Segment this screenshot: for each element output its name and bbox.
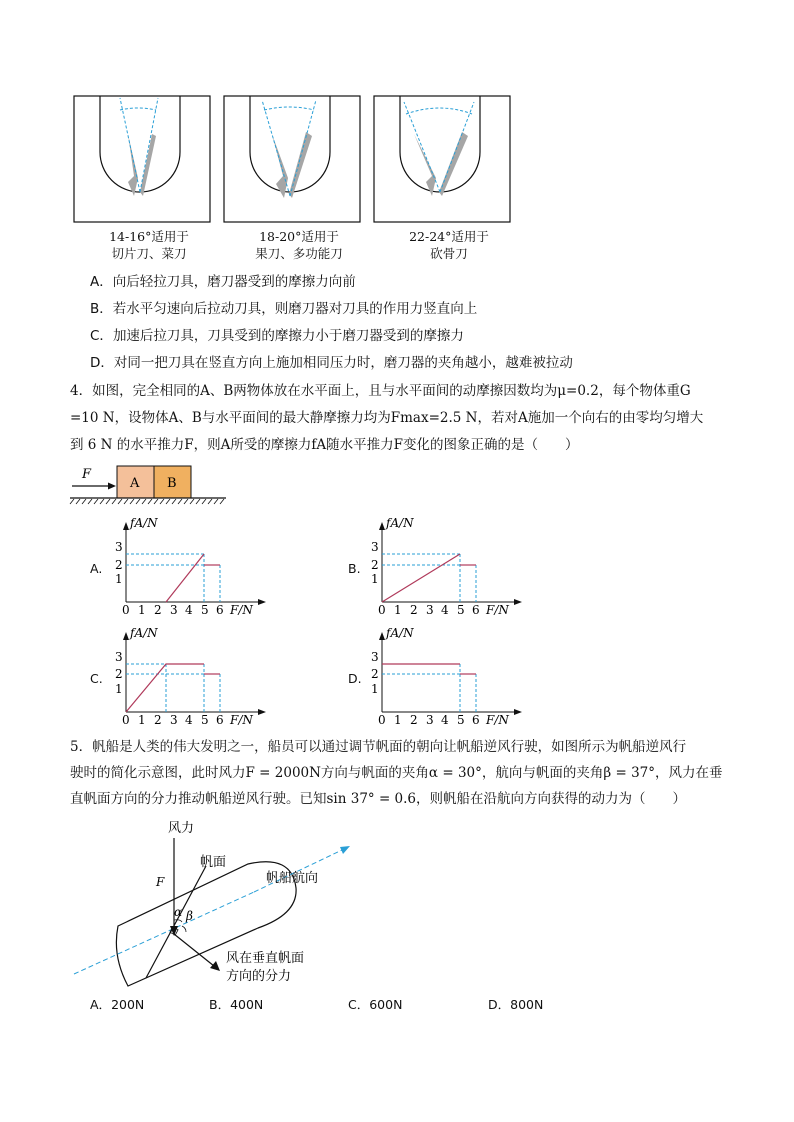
q5-stem-line2: 驶时的简化示意图，此时风力F = 2000N方向与帆面的夹角α = 30°，航向与帆面的夹角β = 37°，风力在垂 <box>70 765 723 781</box>
x-tick: 3 <box>426 713 434 727</box>
q4-graph-d <box>366 626 526 728</box>
x-tick: 5 <box>457 713 465 727</box>
q4-graph-a <box>110 516 270 618</box>
y-tick: 1 <box>371 682 379 696</box>
q3-option-d[interactable] <box>90 353 573 373</box>
y-tick: 2 <box>115 667 123 681</box>
option-letter: B． <box>90 301 113 317</box>
q5-stem-line1: 5．帆船是人类的伟大发明之一，船员可以通过调节帆面的朝向让帆船逆风行驶，如图所示为帆船逆风行 <box>70 739 687 755</box>
q3-option-b[interactable] <box>90 299 477 319</box>
caption-line: 22-24°适用于 <box>409 229 489 244</box>
y-tick: 3 <box>115 650 123 664</box>
y-tick: 2 <box>371 667 379 681</box>
x-tick: 0 <box>378 713 386 727</box>
caption-line: 18-20°适用于 <box>259 229 339 244</box>
q5-option-a[interactable] <box>90 995 144 1015</box>
x-tick: 1 <box>394 603 402 617</box>
y-tick: 1 <box>115 682 123 696</box>
option-text: 800N <box>510 997 544 1012</box>
x-tick: 3 <box>170 603 178 617</box>
caption-line: 14-16°适用于 <box>109 229 189 244</box>
option-text: 向后轻拉刀具，磨刀器受到的摩擦力向前 <box>112 274 356 290</box>
y-axis-label: fA/N <box>386 626 414 640</box>
block-a-label: A <box>130 476 140 491</box>
option-letter: A． <box>90 997 112 1012</box>
option-text: 400N <box>230 997 264 1012</box>
caption-line: 切片刀、菜刀 <box>111 246 187 261</box>
x-tick: 1 <box>138 713 146 727</box>
option-text: 对同一把刀具在竖直方向上施加相同压力时，磨刀器的夹角越小，越难被拉动 <box>113 355 573 371</box>
x-tick: 2 <box>154 713 162 727</box>
q3-option-a[interactable] <box>90 272 356 292</box>
option-letter: C． <box>348 997 370 1012</box>
knife-sharpener-figure <box>70 92 520 226</box>
y-axis-label: fA/N <box>130 516 158 530</box>
block-b-label: B <box>167 476 177 491</box>
x-tick: 0 <box>378 603 386 617</box>
q5-option-d[interactable] <box>488 995 543 1015</box>
x-tick: 5 <box>201 603 209 617</box>
caption-line: 果刀、多功能刀 <box>255 246 343 261</box>
option-letter: A． <box>90 274 113 290</box>
q4-stem-line1: 4．如图，完全相同的A、B两物体放在水平面上，且与水平面间的动摩擦因数均为μ=0.2，每个物体重G <box>70 383 691 399</box>
x-tick: 2 <box>410 713 418 727</box>
x-tick: 2 <box>154 603 162 617</box>
option-text: 若水平匀速向后拉动刀具，则磨刀器对刀具的作用力竖直向上 <box>112 301 478 317</box>
x-tick: 0 <box>122 603 130 617</box>
q4-graph-b <box>366 516 526 618</box>
option-text: 200N <box>111 997 145 1012</box>
x-tick: 4 <box>185 603 193 617</box>
q4-graph-d-option[interactable]: D. <box>348 671 362 686</box>
heading-label: 帆船航向 <box>266 871 319 886</box>
q4-graph-c-option[interactable]: C. <box>90 671 103 686</box>
force-label: F <box>82 467 92 482</box>
option-letter: C． <box>90 328 113 344</box>
x-tick: 5 <box>457 603 465 617</box>
sail-label: 帆面 <box>200 855 227 870</box>
x-tick: 6 <box>472 713 480 727</box>
y-axis-label: fA/N <box>130 626 158 640</box>
q4-graph-b-option[interactable]: B. <box>348 561 361 576</box>
component-label-1: 风在垂直帆面 <box>226 951 305 966</box>
x-tick: 4 <box>185 713 193 727</box>
caption-knife-1 <box>84 228 214 262</box>
q4-graph-a-option[interactable]: A. <box>90 561 103 576</box>
x-axis-label: F/N <box>230 713 253 727</box>
x-tick: 0 <box>122 713 130 727</box>
sharpener-panel-3 <box>374 96 510 222</box>
x-tick: 6 <box>216 713 224 727</box>
x-tick: 4 <box>441 603 449 617</box>
sharpener-panel-1 <box>74 96 210 222</box>
q4-stem-line2: =10 N，设物体A、B与水平面间的最大静摩擦力均为Fmax=2.5 N，若对A施加一个向右的由零均匀增大 <box>70 410 704 426</box>
y-tick: 2 <box>371 558 379 572</box>
x-tick: 1 <box>394 713 402 727</box>
option-letter: B． <box>209 997 231 1012</box>
sharpener-panel-2 <box>224 96 360 222</box>
x-tick: 6 <box>216 603 224 617</box>
x-tick: 2 <box>410 603 418 617</box>
q4-graph-c <box>110 626 270 728</box>
blocks-figure <box>68 462 228 508</box>
beta-label: β <box>186 909 193 923</box>
x-tick: 3 <box>426 603 434 617</box>
caption-line: 砍骨刀 <box>430 246 468 261</box>
wind-label: 风力 <box>168 821 195 836</box>
option-text: 加速后拉刀具，刀具受到的摩擦力小于磨刀器受到的摩擦力 <box>112 328 464 344</box>
component-label-2: 方向的分力 <box>226 969 292 984</box>
x-axis-label: F/N <box>486 603 509 617</box>
x-tick: 4 <box>441 713 449 727</box>
caption-knife-2 <box>234 228 364 262</box>
y-axis-label: fA/N <box>386 516 414 530</box>
q4-stem-line3: 到 6 N 的水平推力F，则A所受的摩擦力fA随水平推力F变化的图象正确的是（ ） <box>70 437 579 453</box>
alpha-label: α <box>174 905 183 919</box>
y-tick: 1 <box>115 572 123 586</box>
q5-option-c[interactable] <box>348 995 402 1015</box>
x-tick: 5 <box>201 713 209 727</box>
option-letter: D． <box>90 355 114 371</box>
option-text: 600N <box>369 997 403 1012</box>
force-label: F <box>156 875 165 889</box>
sailboat-figure <box>70 816 370 992</box>
y-tick: 3 <box>371 650 379 664</box>
y-tick: 3 <box>115 540 123 554</box>
x-axis-label: F/N <box>486 713 509 727</box>
x-tick: 3 <box>170 713 178 727</box>
y-tick: 2 <box>115 558 123 572</box>
x-tick: 6 <box>472 603 480 617</box>
q5-stem-line3: 直帆面方向的分力推动帆船逆风行驶。已知sin 37° = 0.6，则帆船在沿航向方向获得的动力为（ ） <box>70 791 687 807</box>
caption-knife-3 <box>384 228 514 262</box>
x-tick: 1 <box>138 603 146 617</box>
x-axis-label: F/N <box>230 603 253 617</box>
q3-option-c[interactable] <box>90 326 464 346</box>
q5-option-b[interactable] <box>209 995 263 1015</box>
y-tick: 1 <box>371 572 379 586</box>
option-letter: D． <box>488 997 511 1012</box>
y-tick: 3 <box>371 540 379 554</box>
